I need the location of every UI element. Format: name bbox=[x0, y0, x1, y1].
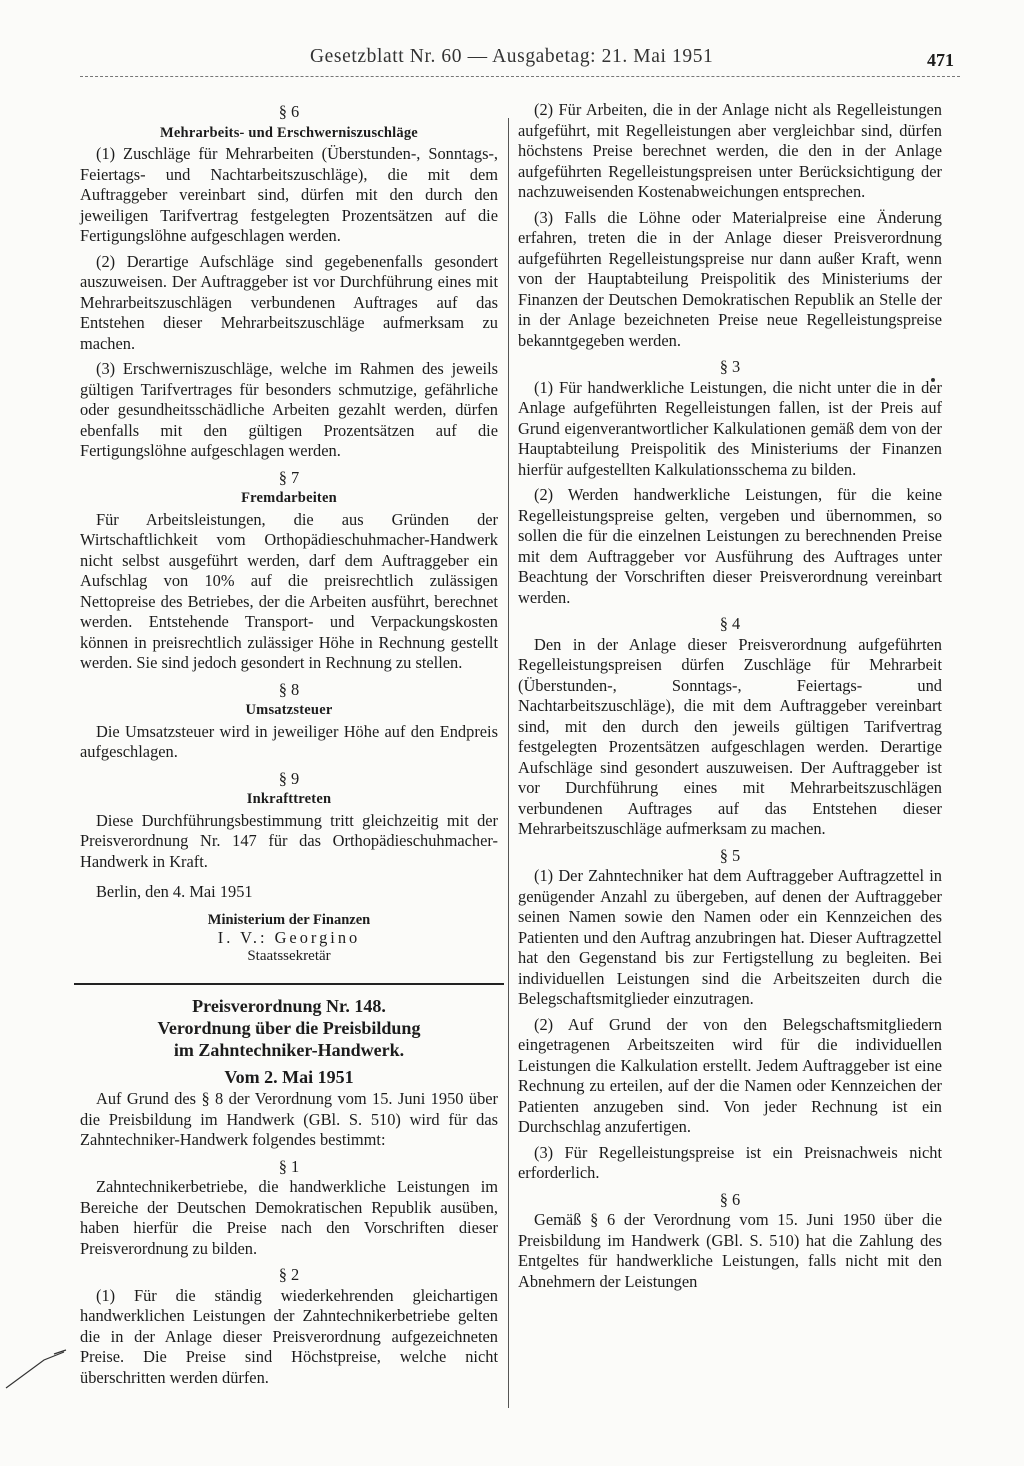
paragraph: (1) Zuschläge für Mehrarbeiten (Überstunden-, Sonntags-, Feiertags- und Nachtarbeitszuschläge), die mit dem Auftraggeber vereinbart sind, dürfen mit den durch den jeweiligen Tarifvertrag festgelegten Prozentsätzen auf die Fertigungslöhne aufgeschlagen werden. bbox=[80, 144, 498, 245]
signature-block bbox=[80, 911, 498, 965]
paragraph: Diese Durchführungsbestimmung tritt gleichzeitig mit der Preisverordnung Nr. 147 für das Orthopädieschuhmacher-Handwerk in Kraft. bbox=[80, 810, 498, 871]
section-title: Mehrarbeits- und Erschwerniszuschläge bbox=[160, 124, 418, 141]
paragraph: (1) Für handwerkliche Leistungen, die nicht unter die in der Anlage aufgeführten Regelleistungen fallen, ist der Preis auf Grund eigenverantwortlicher Kalkulationen gemäß dem von der Hauptabteilung Preispolitik des Ministeriums der Finanzen hierfür aufgestellten Kalkulationsschema zu bilden. bbox=[518, 377, 942, 479]
paragraph: (1) Der Zahntechniker hat dem Auftraggeber Auftragzettel in genügender Anzahl zu übergeben, auf denen der Auftraggeber seinen Namen sowie den Namen oder ein Kennzeichen des Patienten und den Auftrag anzubringen hat. Dieser Auftragzettel hat den Gegenstand bis zur Fertigstellung zu begleiten. Bei individuellen Leistungen sind die Arbeitszeiten durch die Belegschaftsmitglieder einzutragen. bbox=[518, 866, 942, 1008]
section-title: Fremdarbeiten bbox=[241, 490, 337, 506]
paragraph: (2) Werden handwerkliche Leistungen, für die keine Regelleistungspreise gelten, vergeben und übernommen, so sollen die für die einzelnen Leistungen zu berechnenden Preise mit dem Auftraggeber vor Ausführung des Auftrages unter Beachtung der Vorschriften dieser Preisverordnung vereinbart werden. bbox=[518, 485, 942, 607]
section-number: § 3 bbox=[719, 357, 741, 376]
signature-ministry: Ministerium der Finanzen bbox=[207, 911, 371, 928]
paragraph: Die Umsatzsteuer wird in jeweiliger Höhe auf den Endpreis aufgeschlagen. bbox=[80, 721, 498, 761]
section-number: § 8 bbox=[278, 679, 300, 699]
section-number: § 2 bbox=[278, 1265, 300, 1284]
ordinance-title-line: Preisverordnung Nr. 148. bbox=[192, 995, 386, 1016]
ordinance-title-line: im Zahntechniker-Handwerk. bbox=[173, 1039, 405, 1060]
paragraph: (3) Erschwerniszuschläge, welche im Rahmen des jeweils gültigen Tarifvertrages für besonders schmutzige, gefährliche oder gesundheitsschädliche Arbeiten gezahlt werden, dürfen ebenfalls mit den gültigen Prozentsätzen auf die Fertigungslöhne aufgeschlagen werden. bbox=[80, 359, 498, 460]
section-rule bbox=[74, 983, 504, 985]
section-number: § 7 bbox=[278, 467, 300, 487]
signature-name: I. V.: Georgino bbox=[217, 927, 361, 947]
column-divider bbox=[508, 118, 509, 1408]
paragraph: Den in der Anlage dieser Preisverordnung aufgeführten Regelleistungspreisen dürfen Zuschläge für Mehrarbeit (Überstunden-, Sonntags-, Feiertags- und Nachtarbeitszuschläge), die mit dem Auftraggeber vereinbart sind, mit den durch den jeweils gültigen Tarifvertrag festgelegten Prozentsätzen aufgeschlagen werden. Derartige Aufschläge sind gesondert auszuweisen. Der Auftraggeber ist vor Durchführung eines mit Mehrarbeitszuschlägen verbundenen Auftrages auf das Entstehen dieser Mehrarbeitszuschläge aufmerksam zu machen. bbox=[518, 634, 942, 838]
section-title: Inkrafttreten bbox=[246, 791, 332, 807]
left-column bbox=[80, 100, 498, 1393]
paragraph: (2) Derartige Aufschläge sind gegebenenfalls gesondert auszuweisen. Der Auftraggeber ist vor Durchführung eines mit Mehrarbeitszuschlägen verbundenen Auftrages auf das Entstehen dieser Mehrarbeitszuschläge aufmerksam zu machen. bbox=[80, 251, 498, 353]
pen-margin-mark bbox=[4, 1340, 74, 1390]
section-number: § 5 bbox=[719, 845, 741, 865]
paragraph: (3) Falls die Löhne oder Materialpreise eine Änderung erfahren, treten die in der Anlage dieser Preisverordnung aufgeführten Regelleistungspreise nur dann außer Kraft, wenn von der Hauptabteilung Preispolitik des Ministeriums der Finanzen der Deutschen Demokratischen Republik an Stelle der in der Anlage bezeichneten Preise neue Regelleistungspreise bekanntgegeben werden. bbox=[518, 207, 942, 350]
page-header bbox=[80, 46, 960, 80]
paragraph: (2) Für Arbeiten, die in der Anlage nicht als Regelleistungen aufgeführt, mit Regelleistungen aber vergleichbar sind, dürfen höchstens Preise berechnet werden, die den in der Anlage aufgeführten Regelleistungspreisen unter Berücksichtigung der nachzuweisenden Kostenabweichungen entsprechen. bbox=[518, 100, 942, 201]
ordinance-date: Vom 2. Mai 1951 bbox=[224, 1066, 354, 1087]
section-title: Umsatzsteuer bbox=[245, 702, 333, 718]
right-column bbox=[518, 100, 942, 1297]
ordinance-title bbox=[80, 995, 498, 1061]
header-rule bbox=[80, 76, 960, 77]
paragraph: (1) Für die ständig wiederkehrenden gleichartigen handwerklichen Leistungen der Zahntechnikerbetriebe gelten die in der Anlage dieser Preisverordnung aufgezeichneten Preise. Die Preise sind Höchstpreise, welche nicht überschritten werden dürfen. bbox=[80, 1285, 498, 1387]
section-number: § 6 bbox=[719, 1189, 741, 1209]
paragraph: (2) Auf Grund der von den Belegschaftsmitgliedern eingetragenen Arbeitszeiten wird für die individuellen Leistungen die Kalkulation erstellt. Jedem Auftraggeber ist eine Rechnung zu erteilen, auf der die Namen oder Kennzeichen der Patienten anzugeben sind. Von jeder Rechnung ist ein Durchschlag anzufertigen. bbox=[518, 1014, 942, 1136]
signature-role: Staatssekretär bbox=[247, 947, 331, 964]
section-number: § 4 bbox=[719, 614, 741, 633]
paragraph: Für Arbeitsleistungen, die aus Gründen der Wirtschaftlichkeit vom Orthopädieschuhmacher-Handwerk nicht selbst ausgeführt werden, darf dem Auftraggeber ein Aufschlag von 10% auf die preisrechtlich zulässigen Nettopreise des Betriebes, der die Arbeiten ausführt, berechnet werden. Entstehende Transport- und Verpackungskosten können in preisrechtlich zulässiger Höhe in Rechnung gestellt werden. Sie sind jedoch gesondert in Rechnung zu stellen. bbox=[80, 509, 498, 672]
section-number: § 6 bbox=[278, 102, 300, 121]
preamble: Auf Grund des § 8 der Verordnung vom 15. Juni 1950 über die Preisbildung im Handwerk (GBl. S. 510) wird für das Zahntechniker-Handwerk folgendes bestimmt: bbox=[80, 1089, 498, 1149]
gazette-title: Gesetzblatt Nr. 60 — Ausgabetag: 21. Mai 1951 bbox=[310, 46, 714, 67]
paragraph: Zahntechnikerbetriebe, die handwerkliche Leistungen im Bereiche der Deutschen Demokratischen Republik ausüben, haben hierfür die Preise nach den Vorschriften dieser Preisverordnung zu bilden. bbox=[80, 1177, 498, 1258]
section-number: § 9 bbox=[278, 768, 300, 788]
paragraph: Gemäß § 6 der Verordnung vom 15. Juni 1950 über die Preisbildung im Handwerk (GBl. S. 510) hat die Zahlung des Entgeltes für handwerkliche Leistungen, falls nicht mit den Abnehmern der Leistungen bbox=[518, 1210, 942, 1291]
section-number: § 1 bbox=[278, 1156, 300, 1176]
paragraph: (3) Für Regelleistungspreise ist ein Preisnachweis nicht erforderlich. bbox=[518, 1142, 942, 1182]
page-number: 471 bbox=[927, 50, 954, 70]
place-date: Berlin, den 4. Mai 1951 bbox=[96, 882, 253, 901]
ordinance-title-line: Verordnung über die Preisbildung bbox=[157, 1017, 421, 1038]
